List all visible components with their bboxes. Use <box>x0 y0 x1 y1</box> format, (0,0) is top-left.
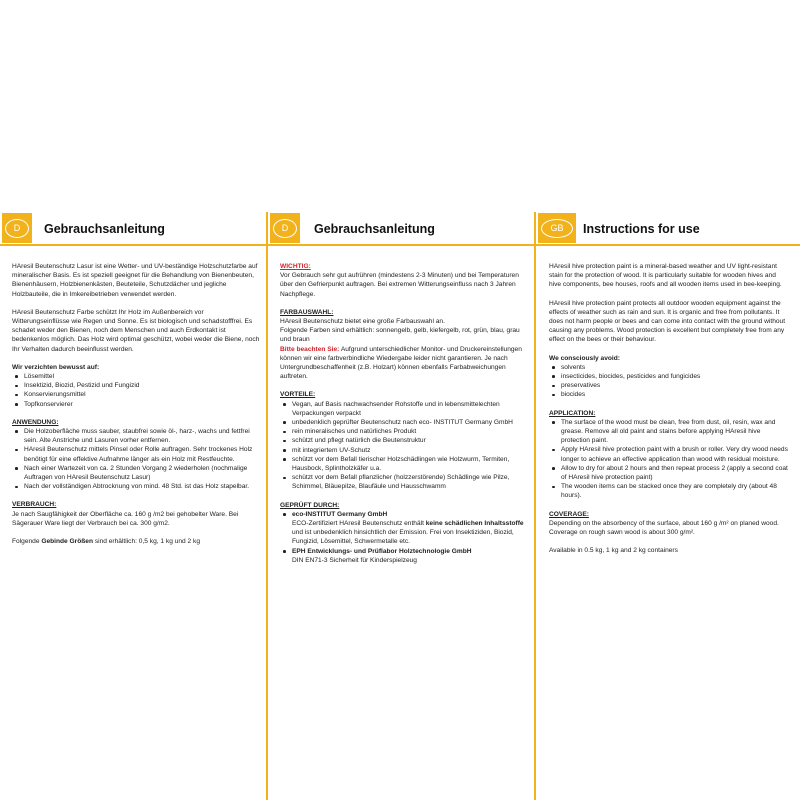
column-title: Gebrauchsanleitung <box>314 222 435 236</box>
list-item: Die Holzoberfläche muss sauber, staubfrei sowie öl-, harz-, wachs und fettfrei sein. Alte Anstriche und Lasuren vorher entfernen. <box>24 427 260 445</box>
language-code: D <box>5 219 29 238</box>
list-item: The wooden items can be stacked once they are completely dry (about 48 hours). <box>561 482 789 500</box>
list-item: HAresil Beutenschutz mittels Pinsel oder Rolle auftragen. Sehr trockenes Holz benötigt für eine effektive Aufnahme länger als ein Holz mit Restfeuchte. <box>24 445 260 463</box>
intro-paragraph: HAresil hive protection paint protects all outdoor wooden equipment against the effects of weather such as rain and sun. It is organic and free from pollutants. It does not harm people or bees and can come into contact with the ground without causing any problems. Wood protection is excellent but completely free from any effect on the bees or their behaviour. <box>549 299 786 344</box>
tested-list <box>280 510 528 565</box>
application-list <box>549 418 789 501</box>
list-item: Topfkonservierer <box>24 400 260 409</box>
list-item: solvents <box>561 363 789 372</box>
language-code: GB <box>541 219 573 238</box>
list-item: Vegan, auf Basis nachwachsender Rohstoffe und in lebensmittelechten Verpackungen verpackt <box>292 400 528 418</box>
header-rule <box>0 244 266 246</box>
list-item: schützt vor dem Befall pflanzlicher (holzzerstörende) Schädlinge wie Pilze, Schimmel, Bläuepilze, Blaufäule und Hausschwamm <box>292 473 528 491</box>
avoid-heading: Wir verzichten bewusst auf: <box>12 363 100 371</box>
list-item: Nach einer Wartezeit von ca. 2 Stunden Vorgang 2 wiederholen (nochmalige Auftragen von HAresil Beutenschutz Lasur) <box>24 464 260 482</box>
color-line: HAresil Beutenschutz bietet eine große Farbauswahl an. <box>280 318 445 326</box>
list-item: rein mineralisches und natürliches Produkt <box>292 427 528 436</box>
color-heading: FARBAUSWAHL: <box>280 308 334 316</box>
column-divider <box>266 212 268 800</box>
important-text: Vor Gebrauch sehr gut aufrühren (mindestens 2-3 Minuten) und bei Temperaturen über den Gefrierpunkt auftragen. Bei extremen Witterungseinfluss nach 3 Jahren Nachpflege. <box>280 272 519 298</box>
list-item: Konservierungsmittel <box>24 390 260 399</box>
coverage-heading: COVERAGE: <box>549 510 589 518</box>
important-heading: WICHTIG: <box>280 263 311 270</box>
sizes-text: Folgende Gebinde Größen sind erhältlich: 0,5 kg, 1 kg und 2 kg <box>12 538 201 546</box>
coverage-text: Depending on the absorbency of the surface, about 160 g /m² on planed wood. Coverage on rough sawn wood is about 300 g/m². <box>549 519 779 537</box>
avoid-heading: We consciously avoid: <box>549 354 620 362</box>
column-de-2 <box>280 262 528 565</box>
column-gb <box>549 262 789 564</box>
avoid-list <box>12 372 260 409</box>
list-item: unbedenklich geprüfter Beutenschutz nach eco- INSTITUT Germany GmbH <box>292 418 528 427</box>
list-item: Nach der vollständigen Abtrocknung von mind. 48 Std. ist das Holz stapelbar. <box>24 482 260 491</box>
tested-heading: GEPRÜFT DURCH: <box>280 501 340 509</box>
application-list <box>12 427 260 491</box>
column-divider <box>534 212 536 800</box>
language-badge-gb <box>538 213 576 243</box>
list-item: The surface of the wood must be clean, free from dust, oil, resin, wax and grease. Remove all old paint and stains before applying HAresil hive protection paint. <box>561 418 789 446</box>
available-text: Available in 0.5 kg, 1 kg and 2 kg containers <box>549 547 678 555</box>
intro-paragraph: HAresil hive protection paint is a mineral-based weather and UV light-resistant stain for the protection of wood. It is particularly suitable for wooden hives and hive components, bee houses, roofs and all wooden items used in bee-keeping. <box>549 263 782 289</box>
list-item: EPH Entwicklungs- und Prüflabor Holztechnologie GmbH DIN EN71-3 Sicherheit für Kinderspielzeug <box>292 547 528 565</box>
consumption-heading: VERBRAUCH: <box>12 501 57 509</box>
tested-org: eco-INSTITUT Germany GmbH <box>292 510 388 518</box>
column-title: Instructions for use <box>583 222 700 236</box>
list-item: Apply HAresil hive protection paint with a brush or roller. Very dry wood needs longer to achieve an effective application than wood with residual moisture. <box>561 446 788 463</box>
language-badge-de <box>270 213 300 243</box>
color-notice: Bitte beachten Sie: Aufgrund unterschiedlicher Monitor- und Druckereinstellungen können wir eine farbverbindliche Wiedergabe leider nicht garantieren. Je nach Untergrundbeschaffenheit (z.B. Holzart) können ebenfalls Farbabweichungen auftreten. <box>280 345 522 381</box>
avoid-list <box>549 363 789 400</box>
header-rule <box>268 244 534 246</box>
advantages-list <box>280 400 528 492</box>
application-heading: ANWENDUNG: <box>12 418 59 426</box>
list-item: Allow to dry for about 2 hours and then repeat process 2 (apply a second coat of HAresil hive protection paint) <box>561 464 788 482</box>
application-heading: APPLICATION: <box>549 409 596 417</box>
list-item: schützt vor dem Befall tierischer Holzschädlingen wie Holzwurm, Termiten, Hausbock, Splintholzkäfer u.a. <box>292 455 528 473</box>
intro-paragraph: HAresil Beutenschutz Farbe schützt Ihr Holz im Außenbereich vor Witterungseinflüsse wie Regen und Sonne. Es ist biologisch und schadstofffrei. Es schadet weder den Bienen, noch dem Menschen und auch Erdkontakt ist bedenkenlos möglich. Das Holz wird optimal geschützt, wobei weder die Biene, noch Ihr Verhalten dadurch beeinflusst werden. <box>12 308 260 353</box>
list-item: schützt und pflegt natürlich die Beutenstruktur <box>292 436 528 445</box>
list-item: eco-INSTITUT Germany GmbH ECO-Zertifiziert HAresil Beutenschutz enthält keine schädlichen Inhaltsstoffe und ist unbedenklich hinsichtlich der Emission. Frei von Insektiziden, Biozid, Fungizid, Lösemittel, Schwermetalle etc. <box>292 510 528 547</box>
list-item: Insektizid, Biozid, Pestizid und Fungizid <box>24 381 260 390</box>
language-badge-de <box>2 213 32 243</box>
list-item: Lösemittel <box>24 372 260 381</box>
list-item: biocides <box>561 390 789 399</box>
list-item: insecticides, biocides, pesticides and fungicides <box>561 372 789 381</box>
list-item: mit integriertem UV-Schutz <box>292 446 528 455</box>
column-de-1 <box>12 262 260 555</box>
consumption-text: Je nach Saugfähigkeit der Oberfläche ca. 160 g /m2 bei gehobelter Ware. Bei Sägerauer Ware liegt der Verbrauch bei ca. 300 g/m2. <box>12 510 239 527</box>
list-item: preservatives <box>561 381 789 390</box>
header-rule <box>536 244 800 246</box>
column-title: Gebrauchsanleitung <box>44 222 165 236</box>
advantages-heading: VORTEILE: <box>280 391 316 399</box>
tested-org: EPH Entwicklungs- und Prüflabor Holztechnologie GmbH <box>292 547 472 555</box>
color-line: Folgende Farben sind erhältlich: sonnengelb, gelb, kiefergelb, rot, grün, blau, grau und braun <box>280 327 520 344</box>
language-code: D <box>273 219 297 238</box>
intro-paragraph: HAresil Beutenschutz Lasur ist eine Wetter- und UV-beständige Holzschutzfarbe auf mineralischer Basis. Es ist speziell geeignet für die Behandlung von Bienenbeuten, Bienenhäusern, Holzbienenkästen, Beuteteile, Schutzdächer und jegliche Holzbauteile, die in Imkereibetrieben verwendet werden. <box>12 263 258 298</box>
